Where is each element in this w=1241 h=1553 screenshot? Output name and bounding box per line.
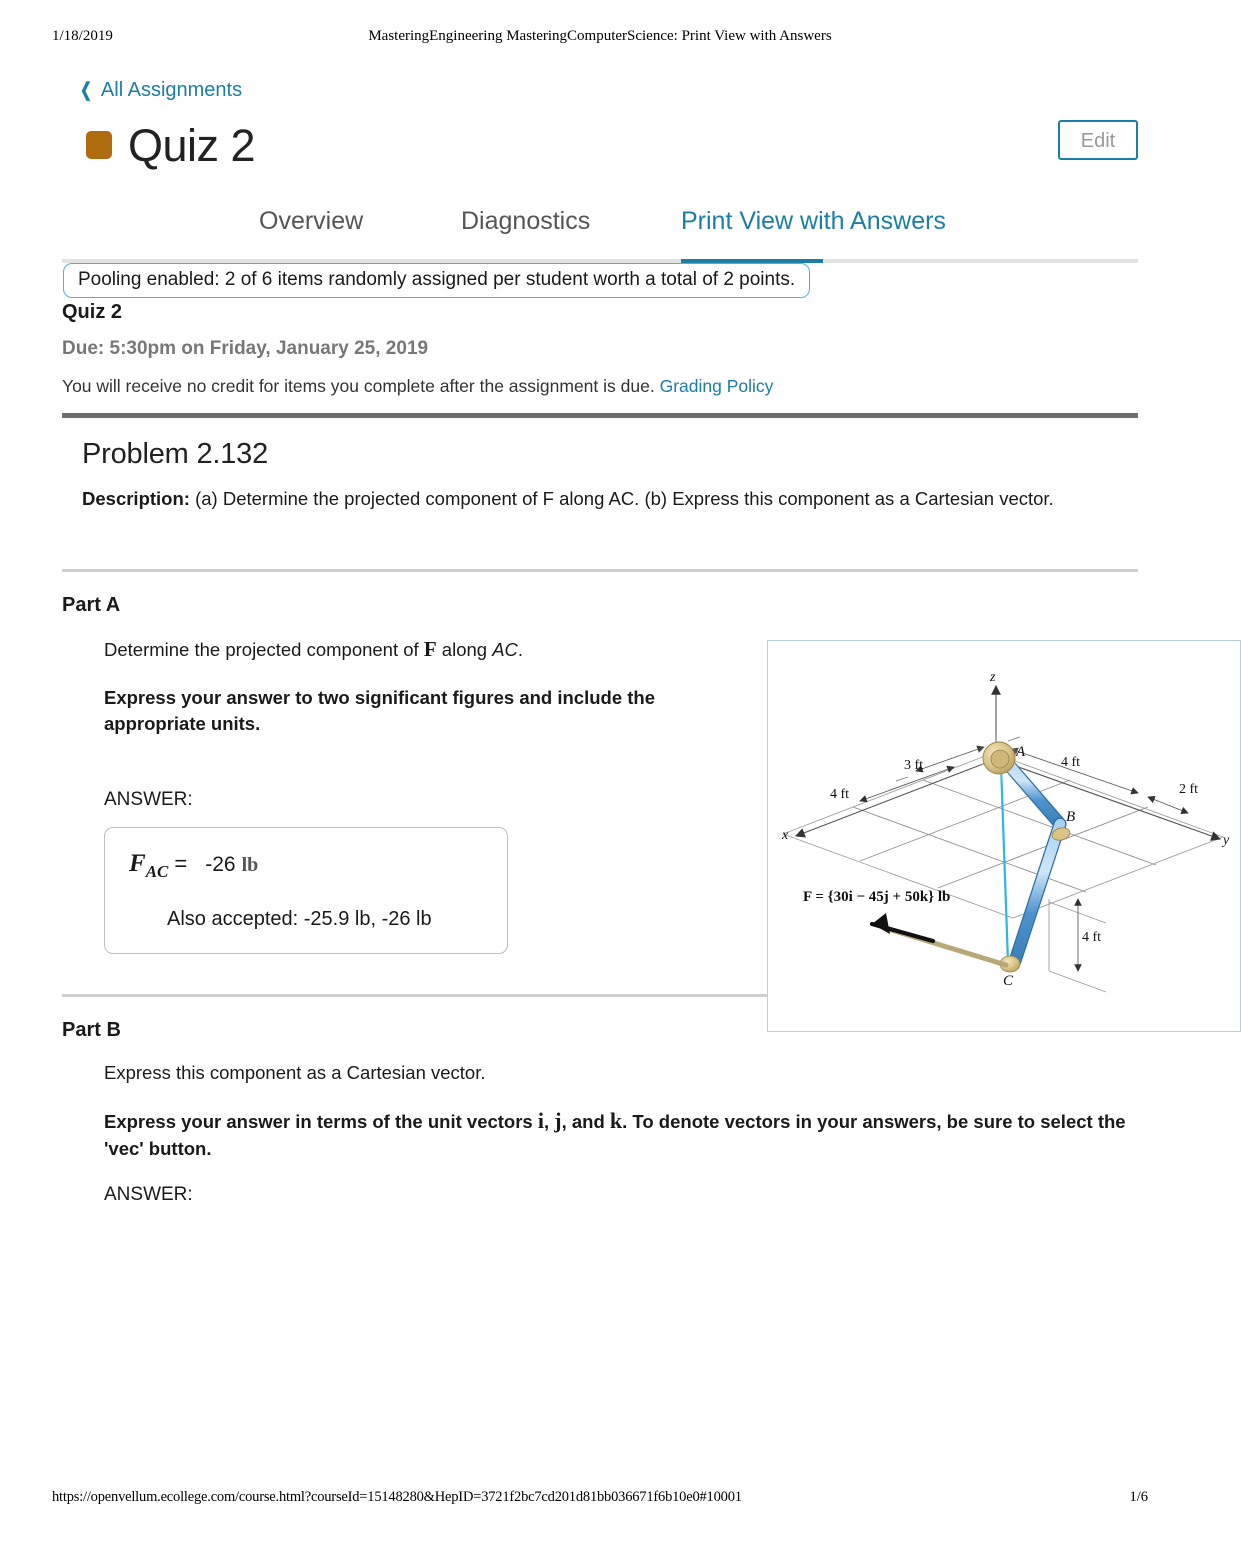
print-footer-page-number: 1/6 — [1129, 1489, 1148, 1505]
point-label-b: B — [1066, 809, 1076, 826]
pooling-banner-wrap — [0, 263, 1200, 290]
point-label-c: C — [1003, 973, 1014, 990]
part-b-instruction-post: . To denote vectors in your answers, be sure to select the 'vec' button. — [104, 1110, 1126, 1160]
grading-policy-link[interactable]: Grading Policy — [659, 375, 774, 396]
part-b-prompt: Express this component as a Cartesian vector. — [104, 1061, 486, 1083]
answer-symbol: $F_{AC}$ — [129, 849, 169, 881]
problem-block — [82, 418, 1200, 512]
assignment-square-icon — [86, 131, 112, 159]
statics-3d-arm-diagram — [767, 640, 1241, 1032]
print-footer — [0, 1489, 1200, 1509]
part-a-answer-line — [129, 850, 483, 882]
joint-a-inner — [991, 750, 1009, 768]
assignment-due-date: Due: 5:30pm on Friday, January 25, 2019 — [62, 337, 429, 359]
part-b-instruction-pre: Express your answer in terms of the unit vectors — [104, 1110, 538, 1132]
dim-4ft-right: 4 ft — [1061, 755, 1081, 771]
problem-description-text: (a) Determine the projected component of F along AC. (b) Express this component as a Cartesian vector. — [195, 487, 1054, 509]
part-a-also-accepted — [167, 908, 483, 931]
tab-diagnostics[interactable]: Diagnostics — [461, 206, 591, 235]
chevron-left-icon: ❮ — [79, 79, 92, 101]
part-b-body — [104, 1060, 1200, 1207]
part-a-prompt-post: . — [517, 639, 524, 661]
part-divider-a — [62, 569, 1138, 572]
dim-4ft-vertical: 4 ft — [1082, 930, 1102, 946]
dim-3ft: 3 ft — [904, 758, 924, 774]
assignment-meta — [62, 301, 1200, 397]
point-label-a: A — [1016, 744, 1026, 761]
also-accepted-label: Also accepted: — [167, 907, 299, 930]
part-a — [0, 594, 1230, 990]
part-a-prompt-mid: along — [436, 639, 493, 661]
credit-text: You will receive no credit for items you complete after the assignment is due. — [62, 375, 655, 396]
part-a-prompt-pre: Determine the projected component of — [104, 639, 424, 661]
part-a-label: Part A — [62, 594, 121, 617]
pooling-banner: Pooling enabled: 2 of 6 items randomly assigned per student worth a total of 2 points. — [63, 263, 810, 298]
page-title: Quiz 2 — [128, 119, 256, 171]
problem-title: Problem 2.132 — [82, 437, 269, 470]
print-header — [0, 28, 1200, 48]
answer-unit: lb — [241, 853, 259, 876]
problem-description — [82, 487, 1200, 512]
page-content — [0, 62, 1230, 1206]
part-b-answer-label: ANSWER: — [104, 1184, 193, 1206]
segment-ac-label: AC — [492, 639, 518, 661]
edit-button[interactable]: Edit — [1058, 120, 1138, 160]
axis-label-y: y — [1223, 833, 1230, 849]
force-vector-symbol: F — [423, 637, 437, 662]
unit-vector-j: j — [554, 1107, 562, 1133]
print-page-title: MasteringEngineering MasteringComputerScience: Print View with Answers — [368, 28, 832, 44]
axis-label-x: x — [782, 828, 789, 844]
print-date: 1/18/2019 — [52, 28, 113, 44]
assignment-credit-note — [62, 376, 1200, 397]
breadcrumb-label: All Assignments — [100, 79, 243, 101]
breadcrumb-all-assignments[interactable] — [78, 62, 242, 100]
tab-bar — [0, 207, 1200, 259]
part-b-label: Part B — [62, 1018, 121, 1041]
force-arrow — [872, 913, 1006, 965]
tab-print-view-with-answers[interactable]: Print View with Answers — [681, 206, 946, 235]
part-b-instruction: Express your answer in terms of the unit vectors i, j, and k. To denote vectors in your answers, be sure to select the 'vec' button. — [104, 1107, 1126, 1160]
print-footer-url: https://openvellum.ecollege.com/course.html?courseId=15148280&HepID=3721f2bc7cd201d81bb036671f6b10e0#10001 — [52, 1489, 742, 1505]
answer-value: -26 — [205, 852, 236, 876]
unit-vector-k: k — [609, 1107, 623, 1133]
part-a-prompt — [104, 635, 664, 664]
dim-2ft: 2 ft — [1179, 782, 1199, 798]
part-a-answer-label: ANSWER: — [104, 788, 193, 810]
axis-label-z: z — [990, 670, 996, 686]
unit-vector-i: i — [537, 1107, 544, 1133]
assignment-title-row — [78, 117, 1200, 177]
part-a-body — [104, 635, 1230, 990]
assignment-name: Quiz 2 — [62, 300, 123, 323]
tab-overview[interactable]: Overview — [259, 206, 364, 235]
problem-description-label: Description: — [82, 487, 190, 509]
part-a-answer-box — [104, 827, 508, 954]
part-b — [0, 1019, 1200, 1207]
also-accepted-values: -25.9 lb, -26 lb — [303, 907, 432, 930]
part-a-instruction: Express your answer to two significant figures and include the appropriate units. — [104, 686, 655, 734]
answer-equals-sign: = — [174, 850, 188, 876]
force-equation-label: F = {30i − 45j + 50k} lb — [803, 889, 951, 906]
dim-4ft-left: 4 ft — [830, 787, 850, 803]
